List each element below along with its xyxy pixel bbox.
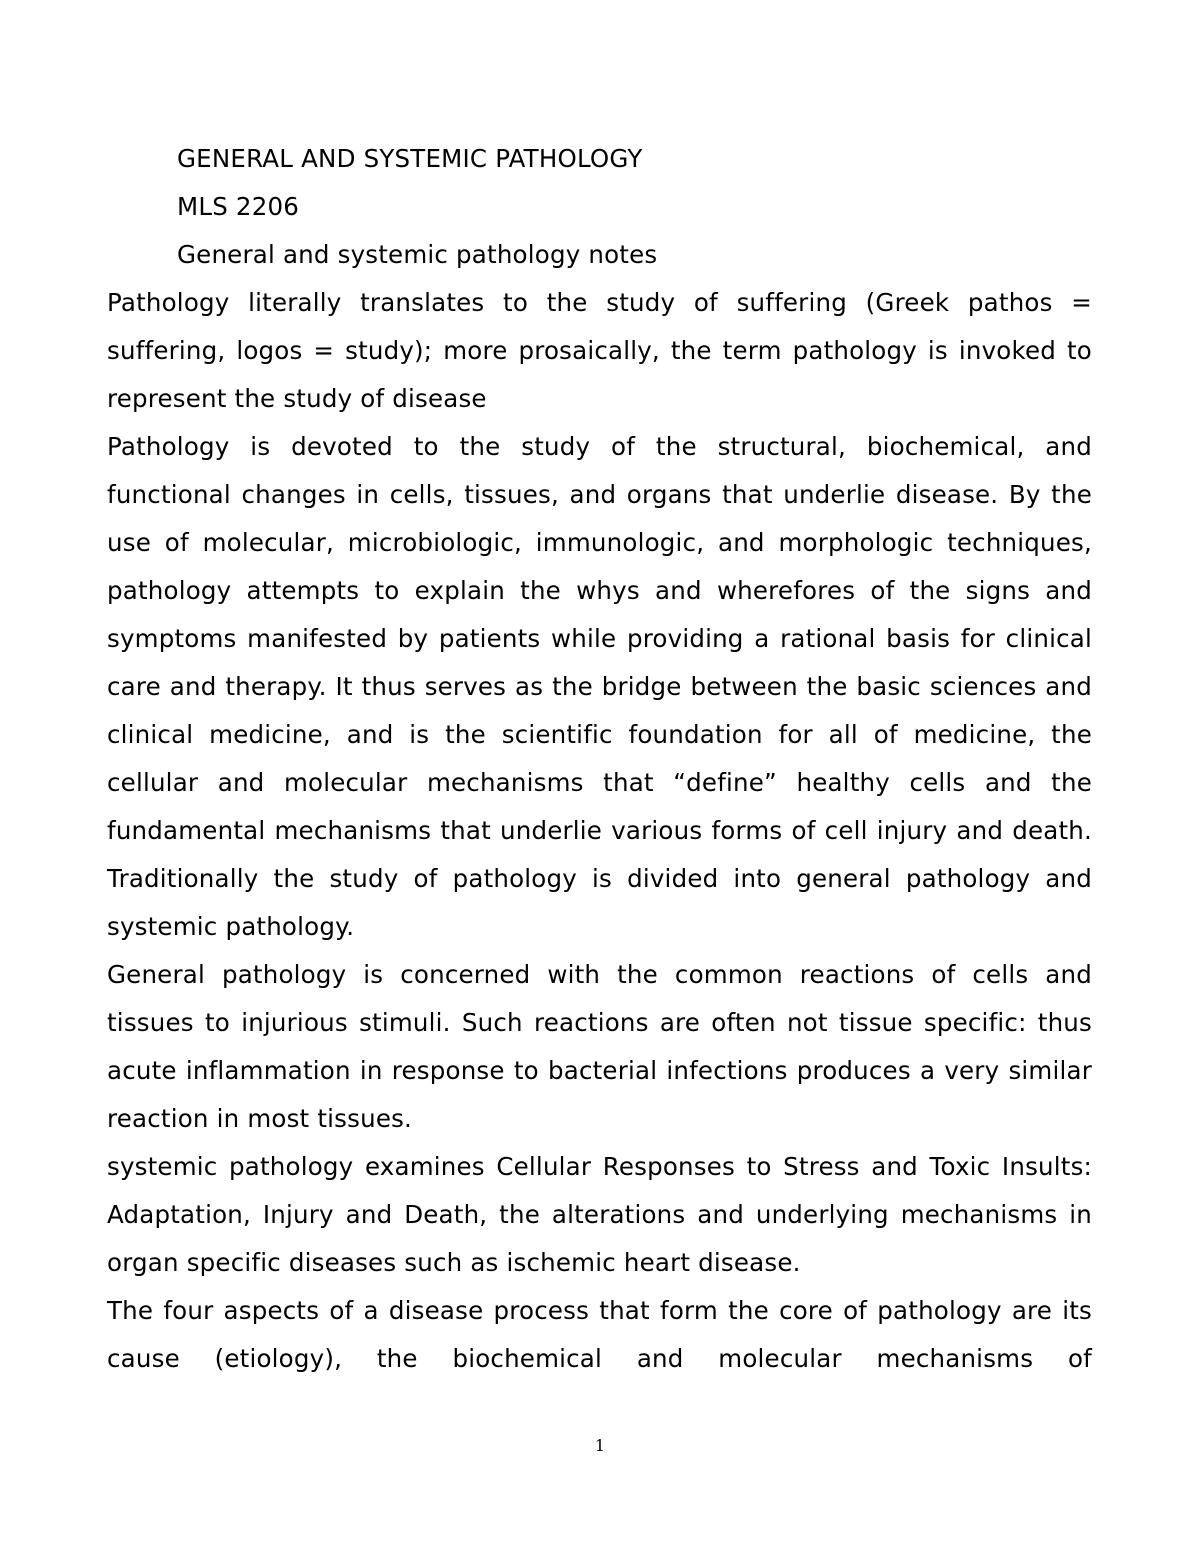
paragraph-systemic-pathology: systemic pathology examines Cellular Responses to Stress and Toxic Insults: Adaptation, Injury and Death, the alterations and underlying mechanisms in organ specific diseases such as ischemic heart disease.	[107, 1152, 1092, 1277]
paragraph-four-aspects: The four aspects of a disease process that form the core of pathology are its cause (etiology), the biochemical and molecular mechanisms of	[107, 1296, 1092, 1373]
page-number: 1	[594, 1436, 606, 1455]
document-subtitle: General and systemic pathology notes	[177, 240, 658, 269]
course-code: MLS 2206	[177, 192, 300, 221]
paragraph-general-pathology: General pathology is concerned with the common reactions of cells and tissues to injurious stimuli. Such reactions are often not tissue specific: thus acute inflammation in response to bacterial infections produces a very similar reaction in most tissues.	[107, 960, 1092, 1133]
document-body	[107, 135, 1092, 1383]
paragraph-definition: Pathology literally translates to the study of suffering (Greek pathos = suffering, logos = study); more prosaically, the term pathology is invoked to represent the study of disease	[107, 288, 1092, 413]
document-title: GENERAL AND SYSTEMIC PATHOLOGY	[177, 144, 643, 173]
paragraph-scope: Pathology is devoted to the study of the structural, biochemical, and functional changes in cells, tissues, and organs that underlie disease. By the use of molecular, microbiologic, immunologic, and morphologic techniques, pathology attempts to explain the whys and wherefores of the signs and symptoms manifested by patients while providing a rational basis for clinical care and therapy. It thus serves as the bridge between the basic sciences and clinical medicine, and is the scientific foundation for all of medicine, the cellular and molecular mechanisms that “define” healthy cells and the fundamental mechanisms that underlie various forms of cell injury and death. Traditionally the study of pathology is divided into general pathology and systemic pathology.	[107, 432, 1092, 941]
